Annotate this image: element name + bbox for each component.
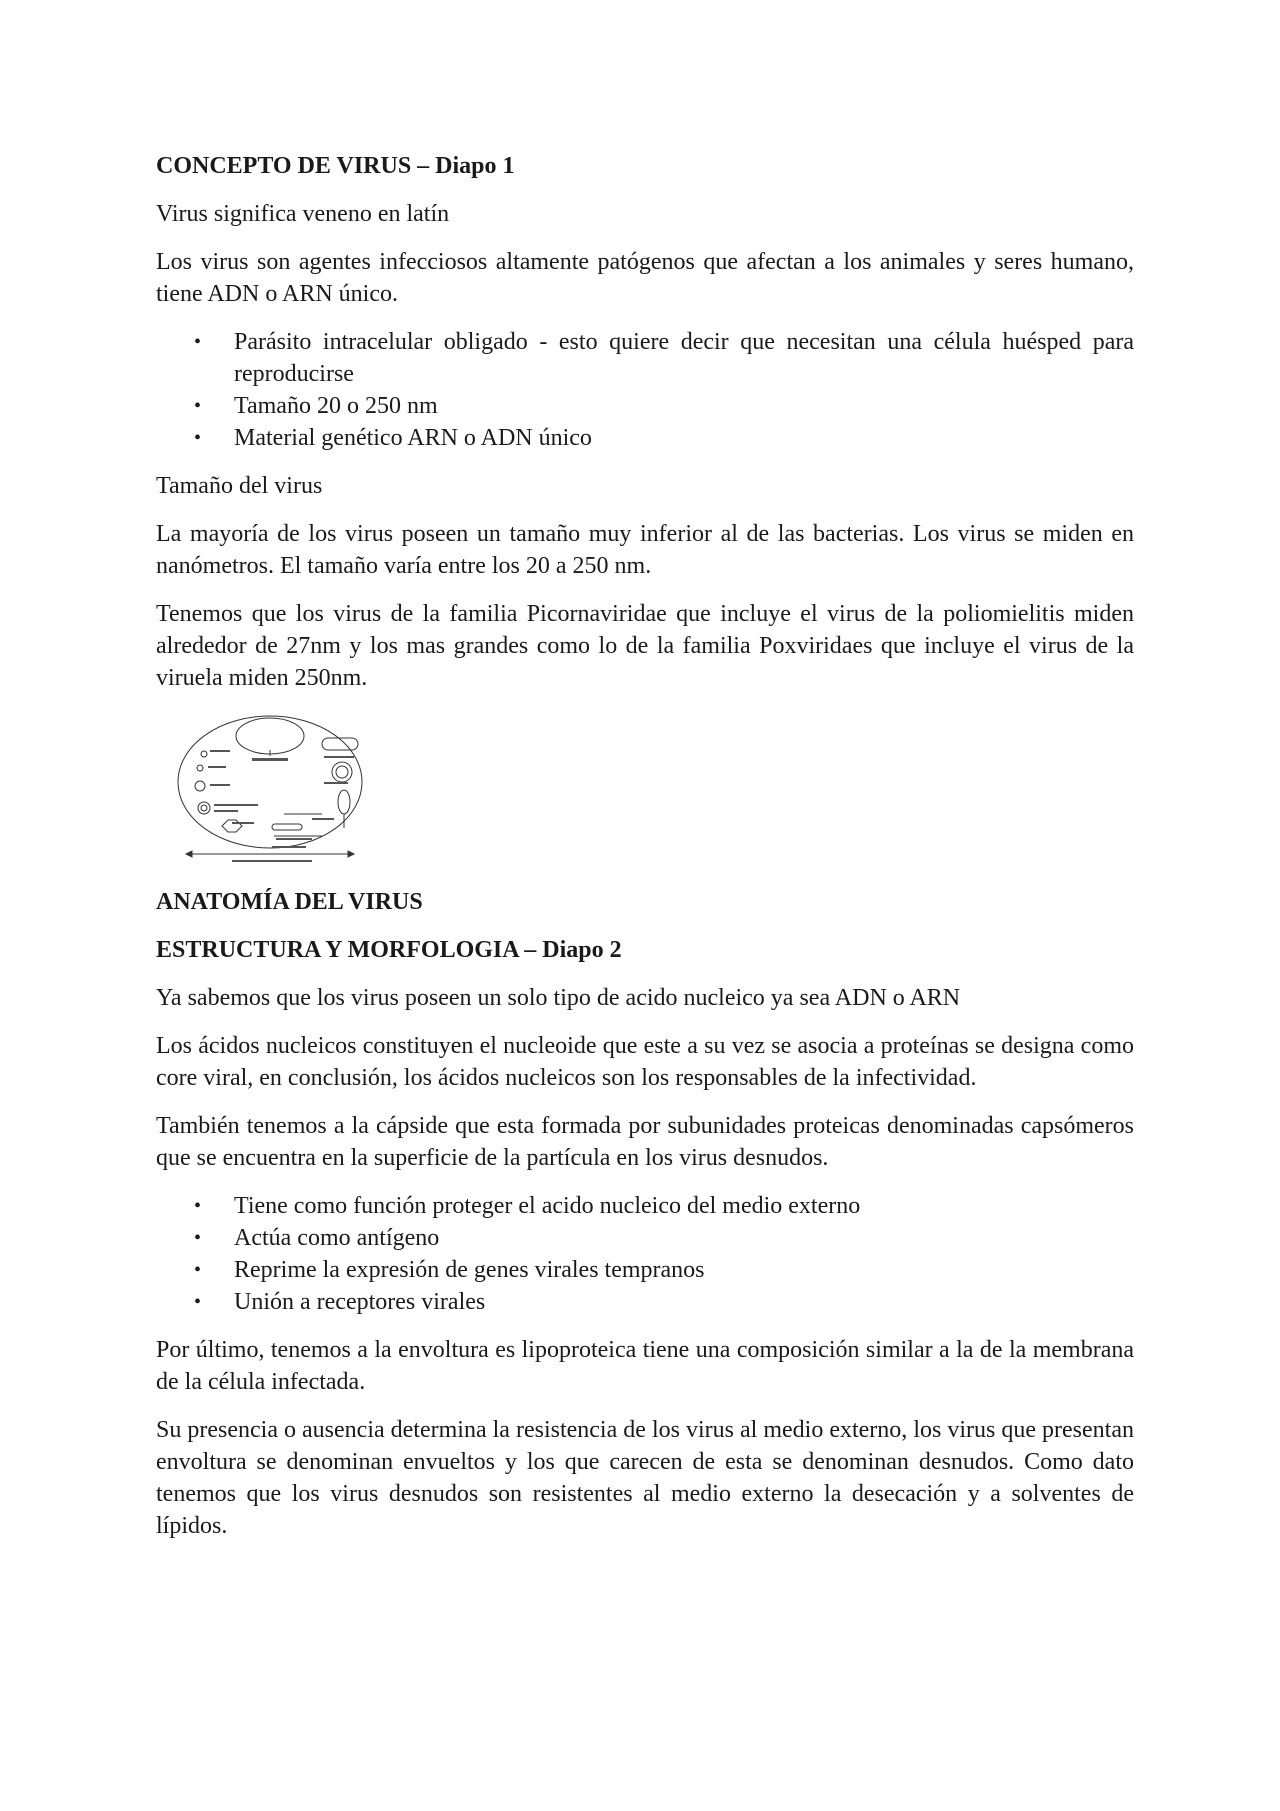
bullet-icon: • (194, 1195, 202, 1217)
bullet-icon: • (194, 1227, 202, 1249)
paragraph-significado: Virus significa veneno en latín (156, 201, 450, 227)
virus-size-diagram-image (172, 710, 372, 870)
bullet-icon: • (194, 1259, 202, 1281)
bullet-icon: • (194, 331, 202, 353)
list-item: • Reprime la expresión de genes virales tempranos (156, 1254, 1134, 1286)
bullet-icon: • (194, 1291, 202, 1313)
bullet-list-caracteristicas (156, 326, 1134, 454)
paragraph-envoltura: Por último, tenemos a la envoltura es lipoproteica tiene una composición similar a la de la membrana de la célula infectada. (156, 1337, 1134, 1395)
list-item: • Parásito intracelular obligado - esto quiere decir que necesitan una célula huésped para reproducirse (156, 326, 1134, 390)
list-item: • Tamaño 20 o 250 nm (156, 390, 1134, 422)
paragraph-tamano: La mayoría de los virus poseen un tamaño muy inferior al de las bacterias. Los virus se miden en nanómetros. El tamaño varía entre los 20 a 250 nm. (156, 521, 1134, 579)
list-item: • Tiene como función proteger el acido nucleico del medio externo (156, 1190, 1134, 1222)
paragraph-acido-nucleico: Ya sabemos que los virus poseen un solo tipo de acido nucleico ya sea ADN o ARN (156, 985, 961, 1011)
virus-size-diagram (172, 710, 372, 870)
paragraph-resistencia: Su presencia o ausencia determina la resistencia de los virus al medio externo, los virus que presentan envoltura se denominan envueltos y los que carecen de esta se denominan desnudos. Como dato tenemos que los virus desnudos son resistentes al medio externo la desecación y a solventes de lípidos. (156, 1417, 1134, 1539)
bullet-icon: • (194, 427, 202, 449)
list-item: • Unión a receptores virales (156, 1286, 1134, 1318)
list-item: • Material genético ARN o ADN único (156, 422, 1134, 454)
paragraph-tamano-titulo: Tamaño del virus (156, 473, 323, 499)
paragraph-definicion: Los virus son agentes infecciosos altamente patógenos que afectan a los animales y seres humano, tiene ADN o ARN único. (156, 249, 1134, 307)
paragraph-familias: Tenemos que los virus de la familia Picornaviridae que incluye el virus de la poliomielitis miden alrededor de 27nm y los mas grandes como lo de la familia Poxviridaes que incluye el virus de la viruela miden 250nm. (156, 601, 1134, 691)
paragraph-nucleoide: Los ácidos nucleicos constituyen el nucleoide que este a su vez se asocia a proteínas se designa como core viral, en conclusión, los ácidos nucleicos son los responsables de la infectividad. (156, 1033, 1134, 1091)
section-heading-estructura: ESTRUCTURA Y MORFOLOGIA – Diapo 2 (156, 937, 622, 963)
bacterium-shape (236, 718, 304, 754)
section-heading-concepto: CONCEPTO DE VIRUS – Diapo 1 (156, 153, 515, 179)
paragraph-capside: También tenemos a la cápside que esta formada por subunidades proteicas denominadas capsómeros que se encuentra en la superficie de la partícula en los virus desnudos. (156, 1113, 1134, 1171)
bullet-list-funciones (156, 1190, 1134, 1318)
document-page (156, 150, 1134, 1558)
list-item: • Actúa como antígeno (156, 1222, 1134, 1254)
bullet-icon: • (194, 395, 202, 417)
section-heading-anatomia: ANATOMÍA DEL VIRUS (156, 889, 423, 915)
